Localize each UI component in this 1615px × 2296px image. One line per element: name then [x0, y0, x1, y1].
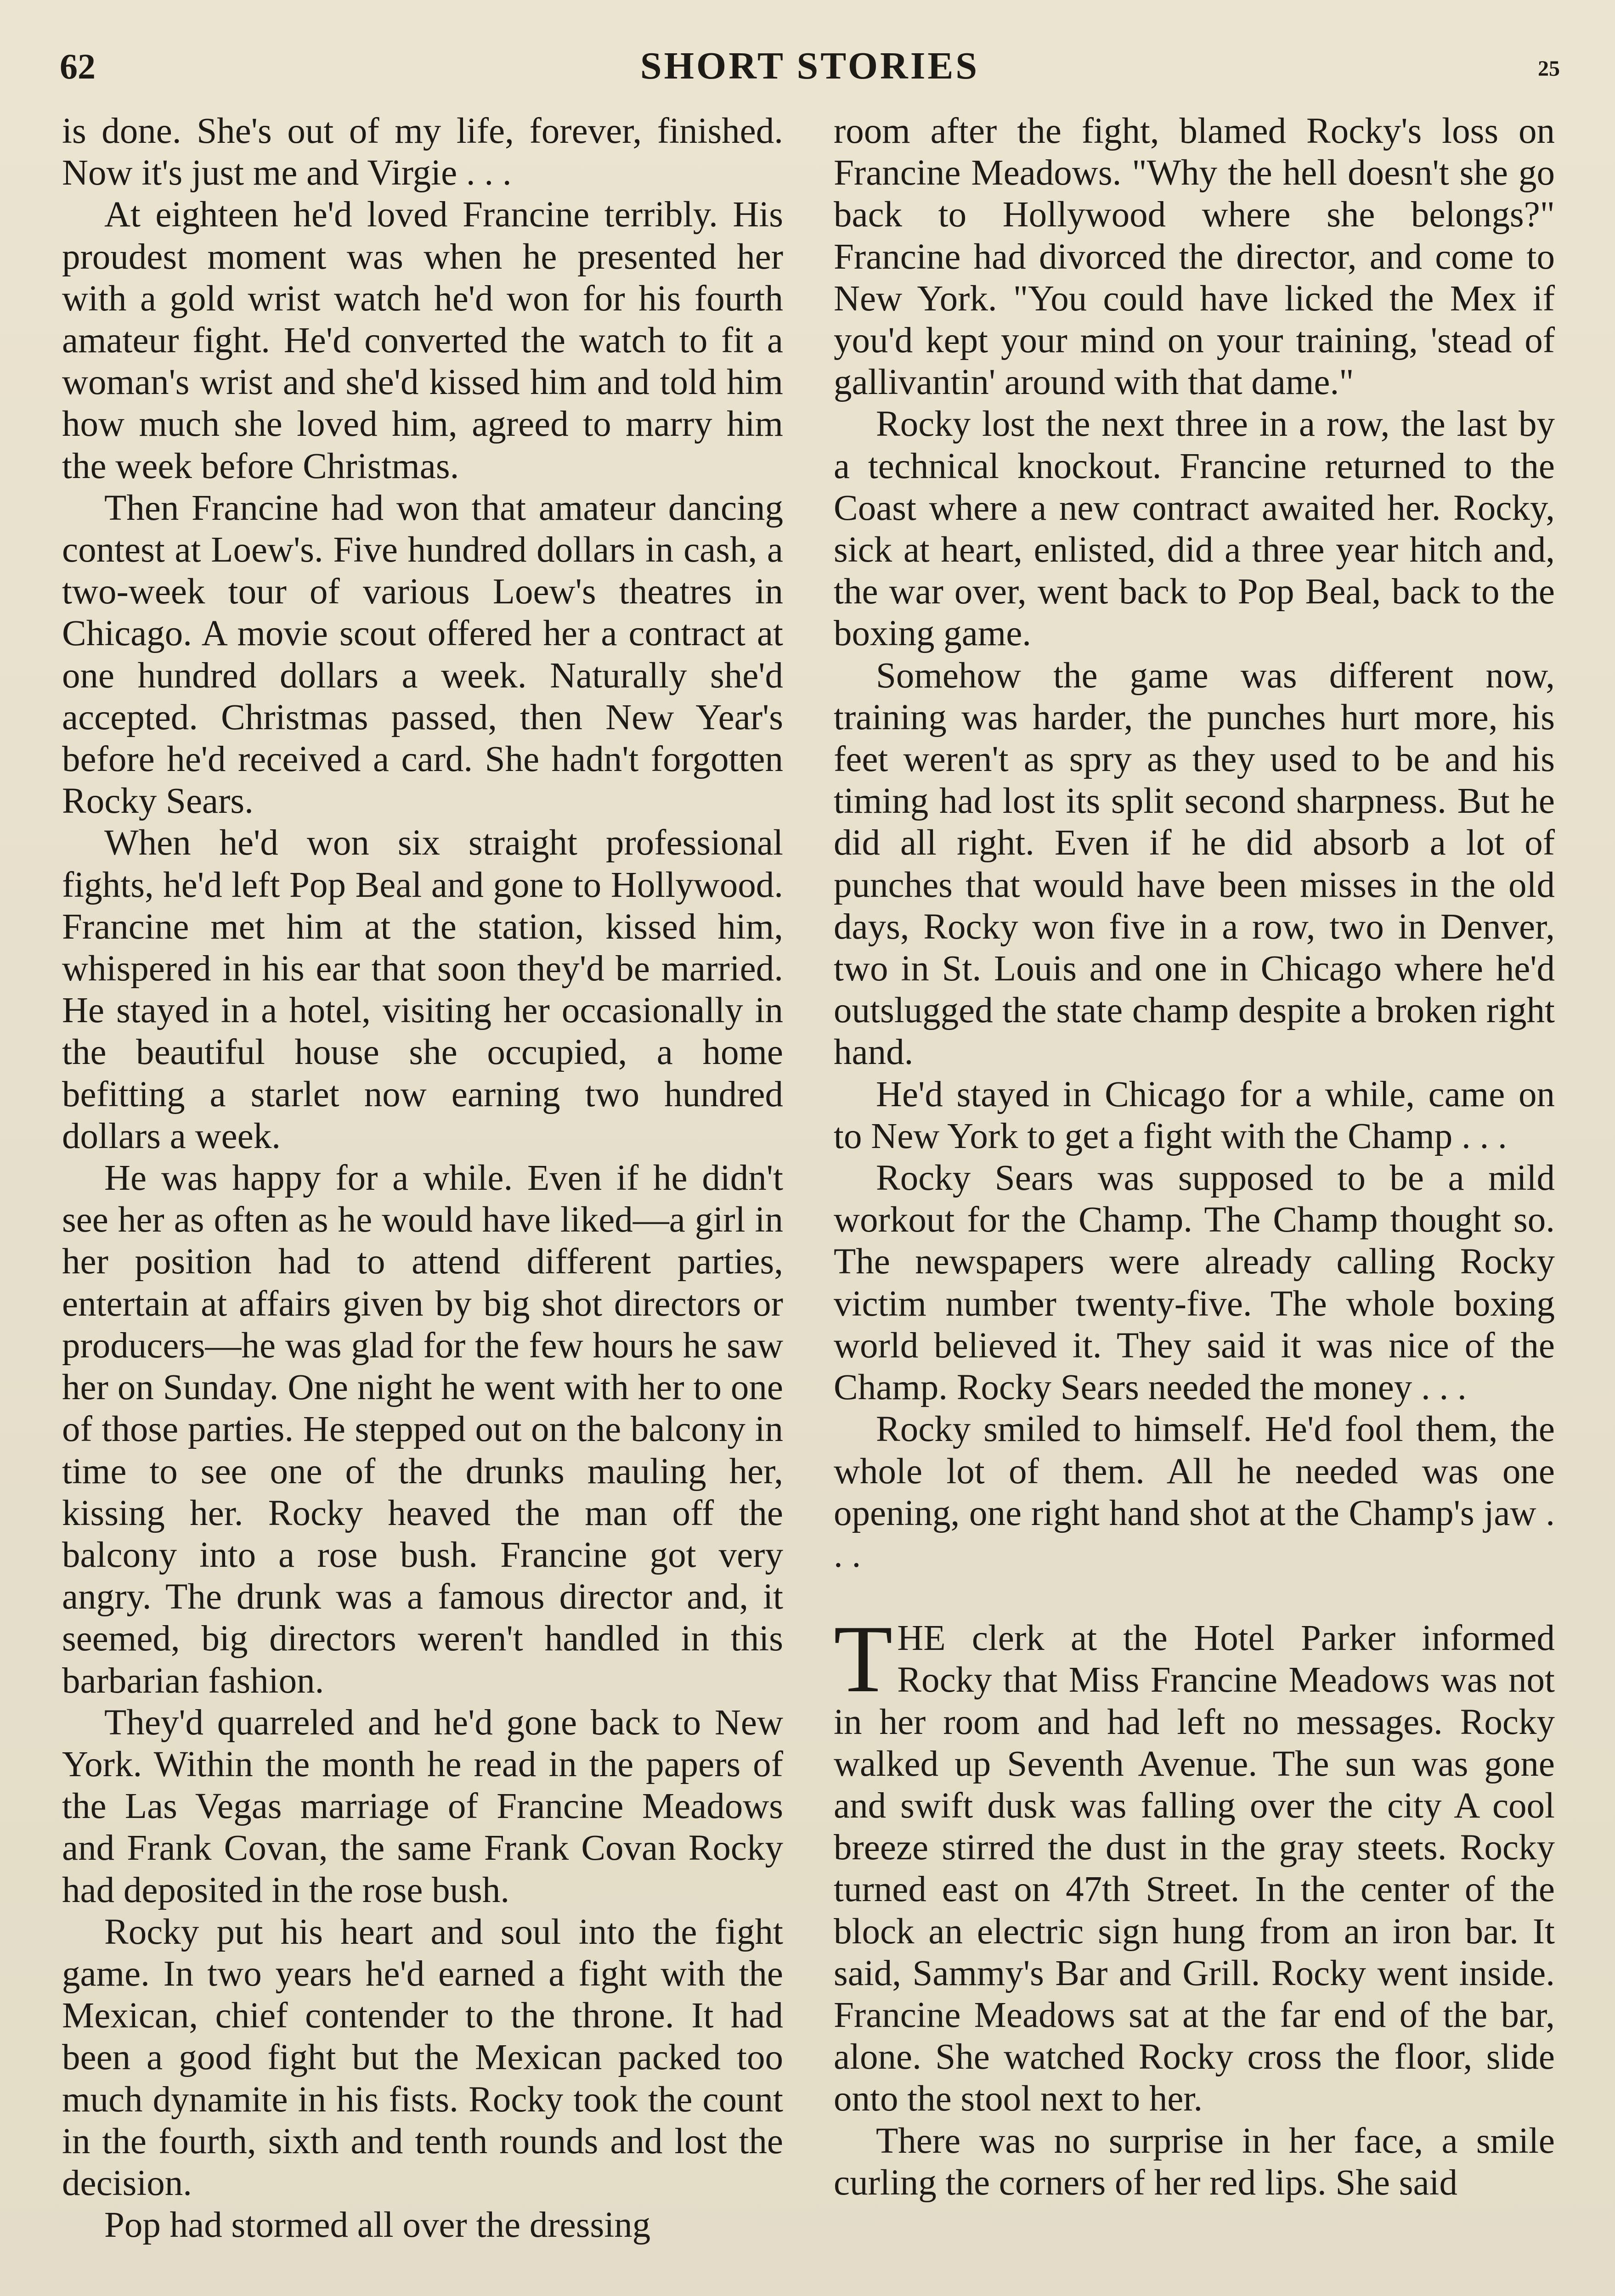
section-opening-text: HE clerk at the Hotel Parker informed Rocky that Miss Francine Meadows was not in her room and had left no messages. Rocky walked up Seventh Avenue. The sun was gone and swift dusk was falling over the city A cool breeze stirred the dust in the gray steets. Rocky turned east on 47th Street. In the center of the block an electric sign hung from an iron bar. It said, Sammy's Bar and Grill. Rocky went inside. Francine Meadows sat at the far end of the bar, alone. She watched Rocky cross the floor, slide onto the stool next to her.	[834, 1618, 1555, 2119]
section-opening-paragraph	[834, 1606, 1555, 2120]
right-column	[834, 110, 1555, 2296]
issue-mark: 25	[1538, 56, 1560, 81]
paragraph: Then Francine had won that amateur dancing contest at Loew's. Five hundred dollars in cash, a two-week tour of various Loew's theatres in Chicago. A movie scout offered her a contract at one hundred dollars a week. Naturally she'd accepted. Christmas passed, then New Year's before he'd received a card. She hadn't forgotten Rocky Sears.	[62, 488, 783, 822]
paragraph: room after the fight, blamed Rocky's loss on Francine Meadows. "Why the hell doesn't she go back to Hollywood where she belongs?" Francine had divorced the director, and come to New York. "You could have licked the Mex if you'd kept your mind on your training, 'stead of gallivantin' around with that dame."	[834, 111, 1555, 403]
paragraph: Rocky put his heart and soul into the fight game. In two years he'd earned a fight with the Mexican, chief contender to the throne. It had been a good fight but the Mexican packed too much dynamite in his fists. Rocky took the count in the fourth, sixth and tenth rounds and lost the decision.	[62, 1912, 783, 2203]
page-number: 62	[60, 46, 96, 86]
paragraph: Rocky Sears was supposed to be a mild workout for the Champ. The Champ thought so. The newspapers were already calling Rocky victim number twenty-five. The whole boxing world believed it. They said it was nice of the Champ. Rocky Sears needed the money . . .	[834, 1158, 1555, 1408]
paragraph: is done. She's out of my life, forever, finished. Now it's just me and Virgie . . .	[62, 111, 783, 193]
paragraph: Somehow the game was different now, training was harder, the punches hurt more, his feet weren't as spry as they used to be and his timing had lost its split second sharpness. But he did all right. Even if he did absorb a lot of punches that would have been misses in the old days, Rocky won five in a row, two in Denver, two in St. Louis and one in Chicago where he'd outslugged the state champ despite a broken right hand.	[834, 655, 1555, 1073]
paragraph: When he'd won six straight professional fights, he'd left Pop Beal and gone to Hollywood. Francine met him at the station, kissed him, whispered in his ear that soon they'd be married. He stayed in a hotel, visiting her occasionally in the beautiful house she occupied, a home befitting a starlet now earning two hundred dollars a week.	[62, 823, 783, 1156]
paragraph: Pop had stormed all over the dressing	[104, 2205, 651, 2245]
paragraph: There was no surprise in her face, a smile curling the corners of her red lips. She said	[834, 2121, 1555, 2203]
paragraph: Rocky lost the next three in a row, the last by a technical knockout. Francine returned to the Coast where a new contract awaited her. Rocky, sick at heart, enlisted, did a three year hitch and, the war over, went back to Pop Beal, back to the boxing game.	[834, 404, 1555, 654]
paragraph: At eighteen he'd loved Francine terribly. His proudest moment was when he presented her with a gold wrist watch he'd won for his fourth amateur fight. He'd converted the watch to fit a woman's wrist and she'd kissed him and told him how much she loved him, agreed to marry him the week before Christmas.	[62, 195, 783, 486]
paragraph: He was happy for a while. Even if he didn't see her as often as he would have liked—a girl in her position had to attend different parties, entertain at affairs given by big shot directors or producers—he was glad for the few hours he saw her on Sunday. One night he went with her to one of those parties. He stepped out on the balcony in time to see one of the drunks mauling her, kissing her. Rocky heaved the man off the balcony into a rose bush. Francine got very angry. The drunk was a famous director and, it seemed, big directors weren't handled in this barbarian fashion.	[62, 1158, 783, 1701]
running-head: SHORT STORIES	[640, 45, 980, 87]
section-break	[834, 1576, 1555, 1617]
paragraph: Rocky smiled to himself. He'd fool them, the whole lot of them. All he needed was one opening, one right hand shot at the Champ's jaw . . .	[834, 1409, 1555, 1575]
page-header	[60, 37, 1560, 101]
drop-cap: T	[834, 1606, 893, 1713]
paragraph: They'd quarreled and he'd gone back to New York. Within the month he read in the papers of the Las Vegas marriage of Francine Meadows and Frank Covan, the same Frank Covan Rocky had deposited in the rose bush.	[62, 1702, 783, 1910]
left-column	[62, 110, 783, 2296]
paragraph: He'd stayed in Chicago for a while, came on to New York to get a fight with the Champ . . .	[834, 1074, 1555, 1156]
